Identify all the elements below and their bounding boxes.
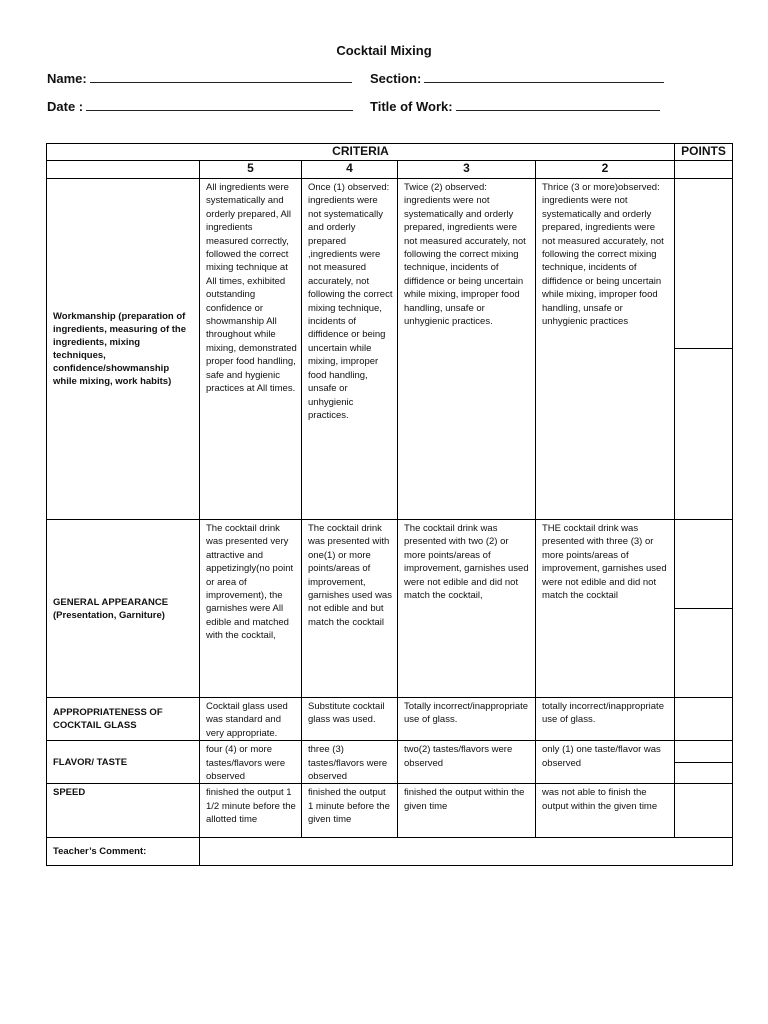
descriptor-cell: All ingredients were systematically and orderly prepared, All ingredients measured correctly, followed the correct mixing technique at All times, exhibited outstanding confidence or showmanship All throughout while mixing, demonstrated proper food handling, safe and hygienic practices at All times. <box>200 179 302 520</box>
descriptor-cell: Cocktail glass used was standard and very appropriate. <box>200 698 302 741</box>
points-cell[interactable] <box>675 698 733 741</box>
criterion-label: FLAVOR/ TASTE <box>47 741 200 784</box>
rubric-row-speed <box>47 784 733 838</box>
points-subcell[interactable] <box>675 520 732 609</box>
descriptor-cell: Once (1) observed: ingredients were not systematically and orderly prepared ,ingredients were not measured accurately, not following the correct mixing technique, incidents of diffidence or being uncertain while mixing, improper food handling, unsafe or unhygienic practices. <box>302 179 398 520</box>
date-line[interactable] <box>86 99 353 111</box>
section-label: Section: <box>370 71 422 86</box>
name-line[interactable] <box>90 71 352 83</box>
points-cell[interactable] <box>675 741 733 784</box>
level-4: 4 <box>302 161 398 179</box>
criterion-label: APPROPRIATENESS OF COCKTAIL GLASS <box>47 698 200 741</box>
descriptor-cell: was not able to finish the output within the given time <box>536 784 675 838</box>
level-5: 5 <box>200 161 302 179</box>
title-of-work-label: Title of Work: <box>370 99 453 114</box>
level-3: 3 <box>398 161 536 179</box>
rubric-table <box>46 143 733 866</box>
points-cell[interactable] <box>675 784 733 838</box>
descriptor-cell: THE cocktail drink was presented with three (3) or more points/areas of improvement, garnishes used were not edible and did not match the cocktail <box>536 520 675 698</box>
page-title: Cocktail Mixing <box>336 43 432 58</box>
level-2: 2 <box>536 161 675 179</box>
levels-row <box>47 161 733 179</box>
descriptor-cell: two(2) tastes/flavors were observed <box>398 741 536 784</box>
teacher-comment-label: Teacher’s Comment: <box>47 838 200 866</box>
points-cell[interactable] <box>675 179 733 520</box>
title-of-work-field <box>370 99 660 114</box>
descriptor-cell: finished the output 1 minute before the given time <box>302 784 398 838</box>
descriptor-cell: The cocktail drink was presented with one(1) or more points/areas of improvement, garnishes used was not edible and but match the cocktail <box>302 520 398 698</box>
descriptor-cell: Substitute cocktail glass was used. <box>302 698 398 741</box>
descriptor-cell: finished the output within the given time <box>398 784 536 838</box>
name-field <box>47 71 352 86</box>
name-label: Name: <box>47 71 87 86</box>
descriptor-cell: Totally incorrect/inappropriate use of glass. <box>398 698 536 741</box>
rubric-row-glass <box>47 698 733 741</box>
descriptor-cell: The cocktail drink was presented very attractive and appetizingly(no point or area of improvement), the garnishes were All edible and matched with the cocktail, <box>200 520 302 698</box>
rubric-row-flavor <box>47 741 733 784</box>
points-blank-cell <box>675 161 733 179</box>
criterion-label: SPEED <box>47 784 200 838</box>
criterion-label: Workmanship (preparation of ingredients, measuring of the ingredients, mixing techniques, confidence/showmanship while mixing, work habits) <box>47 179 200 520</box>
criteria-header-row <box>47 144 733 161</box>
rubric-row-workmanship <box>47 179 733 520</box>
teacher-comment-row <box>47 838 733 866</box>
descriptor-cell: The cocktail drink was presented with two (2) or more points/areas of improvement, garnishes used were not edible and did not match the cocktail, <box>398 520 536 698</box>
section-line[interactable] <box>424 71 664 83</box>
points-cell[interactable] <box>675 520 733 698</box>
descriptor-cell: Thrice (3 or more)observed: ingredients were not systematically and orderly prepared, ingredients were not measured accurately, not following the correct mixing technique, incidents of diffidence or being uncertain while mixing, improper food handling, unsafe or unhygienic practices <box>536 179 675 520</box>
rubric-row-general-appearance <box>47 520 733 698</box>
points-subcell[interactable] <box>675 741 732 763</box>
levels-blank-cell <box>47 161 200 179</box>
teacher-comment-field[interactable] <box>200 838 733 866</box>
date-label: Date : <box>47 99 84 114</box>
points-subcell[interactable] <box>675 179 732 349</box>
descriptor-cell: totally incorrect/inappropriate use of glass. <box>536 698 675 741</box>
criterion-label: GENERAL APPEARANCE (Presentation, Garniture) <box>47 520 200 698</box>
date-field <box>47 99 353 114</box>
descriptor-cell: four (4) or more tastes/flavors were observed <box>200 741 302 784</box>
descriptor-cell: Twice (2) observed: ingredients were not systematically and orderly prepared, ingredients were not measured accurately, not following the correct mixing technique, incidents of diffidence or being uncertain while mixing, improper food handling, unsafe or unhygienic practices. <box>398 179 536 520</box>
points-header: POINTS <box>675 144 733 161</box>
descriptor-cell: only (1) one taste/flavor was observed <box>536 741 675 784</box>
title-of-work-line[interactable] <box>456 99 660 111</box>
section-field <box>370 71 664 86</box>
descriptor-cell: three (3) tastes/flavors were observed <box>302 741 398 784</box>
criteria-header: CRITERIA <box>47 144 675 161</box>
descriptor-cell: finished the output 1 1/2 minute before the allotted time <box>200 784 302 838</box>
